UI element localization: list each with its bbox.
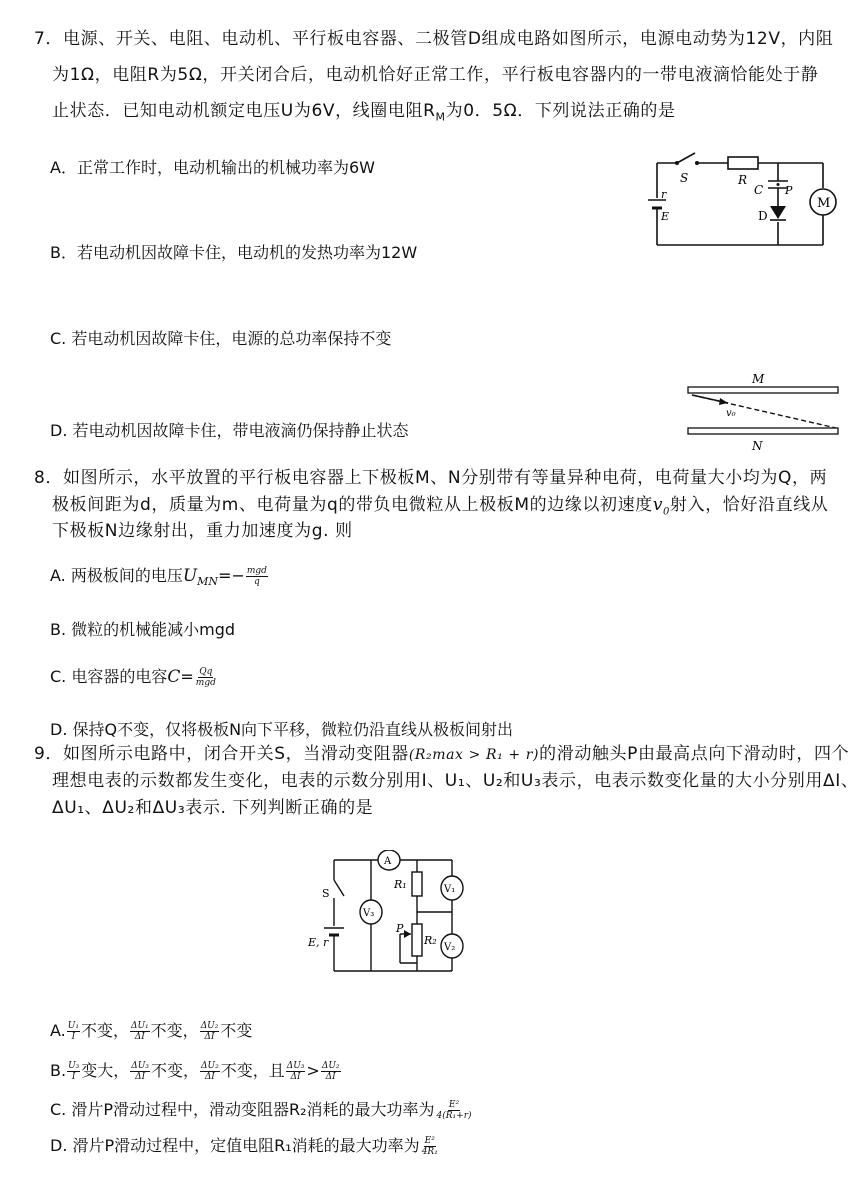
q9-slider-arrow-icon — [404, 930, 411, 938]
q7-motor-icon: M — [817, 196, 831, 211]
q8-a-fraction: $\frac{\text{mgd}}{q}$ — [246, 566, 267, 587]
q9-d-text: D. 滑片P滑动过程中，定值电阻R₁消耗的最大功率为 — [50, 1136, 420, 1155]
q7-stem-line2: 为1Ω，电阻R为5Ω，开关闭合后，电动机恰好正常工作，平行板电容器内的一带电液滴恰能处于静 — [52, 65, 819, 85]
q8-velocity-arrow-icon — [719, 398, 728, 405]
q8-stem-line3: 下极板N边缘射出，重力加速度为g. 则 — [52, 521, 353, 541]
q7-switch-contact — [675, 161, 679, 165]
q9-label-p: P — [396, 922, 404, 935]
q7-label-p: P — [785, 184, 793, 197]
q9-b-frac4: $\frac{\text{ΔU₃}}{\Delta I}$ — [286, 1061, 305, 1082]
q8-c-var: C — [167, 667, 181, 687]
q9-label-s: S — [322, 887, 330, 900]
q9-d-fraction: $\frac{\text{E²}}{\text{4R₁}}$ — [421, 1136, 438, 1157]
q9-line1-end: 的滑动触头P由最高点向下滑动时，四个 — [539, 744, 850, 764]
q8-c-eq: = — [180, 667, 194, 686]
q8-v0: v — [652, 495, 664, 515]
q8-plate-m — [688, 387, 838, 393]
q9-option-c[interactable] — [50, 1097, 474, 1121]
q9-condition: (R₂max > R₁ + r) — [408, 747, 540, 763]
q8-label-n: N — [752, 439, 763, 453]
q7-line3-text: 止状态．已知电动机额定电压U为6V，线圈电阻R — [52, 101, 436, 121]
q9-b-t3: 不变，且 — [220, 1061, 285, 1080]
q8-plates-diagram — [686, 372, 841, 457]
q7-option-b[interactable]: B．若电动机因故障卡住，电动机的发热功率为12W — [50, 243, 418, 262]
q8-label-v0: v₀ — [726, 408, 736, 419]
q7-line3-end: 为0．5Ω．下列说法正确的是 — [445, 101, 676, 121]
q9-b-t2: 不变， — [150, 1061, 199, 1080]
q8-c-text: C. 电容器的电容 — [50, 667, 168, 686]
q8-label-m: M — [752, 372, 765, 386]
q8-option-c[interactable] — [50, 664, 218, 688]
q7-droplet — [777, 183, 780, 186]
q8-a-sub: MN — [197, 575, 219, 589]
q9-a-t2: 不变， — [150, 1021, 199, 1040]
q7-option-c[interactable]: C. 若电动机因故障卡住，电源的总功率保持不变 — [50, 329, 392, 348]
q9-b-frac5: $\frac{\text{ΔU₂}}{\Delta I}$ — [321, 1061, 340, 1082]
q8-option-b[interactable]: B. 微粒的机械能减小mgd — [50, 620, 236, 639]
q7-circuit-diagram — [640, 148, 840, 253]
q9-a-label: A. — [50, 1021, 66, 1040]
q9-voltmeter-v2-icon: V₂ — [444, 942, 456, 953]
q9-circuit-diagram — [304, 850, 472, 978]
q8-option-a[interactable] — [50, 563, 269, 588]
q7-label-r: R — [738, 173, 748, 187]
q9-b-frac3: $\frac{\text{ΔU₂}}{\Delta I}$ — [201, 1061, 219, 1082]
q9-stem-line2: 理想电表的示数都发生变化，电表的示数分别用I、U₁、U₂和U₃表示，电表示数变化量的大小分别用ΔI、 — [52, 771, 859, 791]
q9-a-frac1: $\frac{\text{U₁}}{I}$ — [67, 1021, 79, 1042]
q9-a-frac3: $\frac{\text{ΔU₂}}{\Delta I}$ — [200, 1021, 219, 1042]
q7-label-d: D — [758, 209, 768, 223]
q9-label-r1: R₁ — [394, 878, 407, 891]
q9-stem-line3: ΔU₁、ΔU₂和ΔU₃表示. 下列判断正确的是 — [52, 798, 374, 818]
q8-a-eq: =− — [218, 566, 245, 585]
q9-a-t1: 不变， — [80, 1021, 129, 1040]
q9-c-fraction: $\frac{\text{E²}}{\text{4(R₁+r)}}$ — [436, 1100, 472, 1121]
q8-plate-n — [688, 428, 838, 434]
q7-label-c: C — [754, 183, 764, 197]
q7-option-a[interactable]: A．正常工作时，电动机输出的机械功率为6W — [50, 158, 375, 177]
q7-diode-icon — [770, 206, 786, 219]
q9-b-gt: > — [306, 1061, 320, 1080]
q9-voltmeter-v3-icon: V₃ — [363, 908, 375, 919]
q8-line2-text: 极板间距为d，质量为m、电荷量为q的带负电微粒从上极板M的边缘以初速度 — [52, 495, 653, 515]
q8-stem-line1: 8．如图所示，水平放置的平行板电容器上下极板M、N分别带有等量异种电荷，电荷量大小均为Q，两 — [34, 468, 828, 488]
q9-option-d[interactable] — [50, 1133, 440, 1157]
q8-v0-sub: 0 — [663, 506, 670, 518]
q7-switch-contact — [695, 161, 699, 165]
q9-option-a[interactable] — [50, 1018, 252, 1042]
q9-a-t3: 不变 — [220, 1021, 253, 1040]
q9-b-label: B. — [50, 1061, 67, 1080]
q9-line1-text: 9．如图所示电路中，闭合开关S，当滑动变阻器 — [34, 744, 409, 764]
q7-rm-sub: M — [435, 110, 446, 124]
q7-label-r-internal: r — [661, 188, 667, 201]
q9-b-frac2: $\frac{\text{ΔU₃}}{\Delta I}$ — [131, 1061, 149, 1082]
q7-option-d[interactable]: D. 若电动机因故障卡住，带电液滴仍保持静止状态 — [50, 421, 409, 440]
q9-b-frac1: $\frac{\text{U₃}}{I}$ — [68, 1061, 80, 1082]
q9-c-text: C. 滑片P滑动过程中，滑动变阻器R₂消耗的最大功率为 — [50, 1100, 435, 1119]
q7-label-e: E — [661, 210, 670, 223]
q8-c-fraction: $\frac{Qq}{\text{mgd}}$ — [195, 667, 216, 688]
q9-ammeter-icon: A — [384, 856, 392, 867]
q9-voltmeter-v1-icon: V₁ — [444, 884, 456, 895]
q9-b-t1: 变大， — [81, 1061, 130, 1080]
q9-label-r2: R₂ — [424, 934, 437, 947]
q9-option-b[interactable] — [50, 1058, 342, 1082]
q9-a-frac2: $\frac{\text{ΔU₁}}{\Delta I}$ — [130, 1021, 149, 1042]
q7-stem-line1: 7．电源、开关、电阻、电动机、平行板电容器、二极管D组成电路如图所示，电源电动势为12V，内阻 — [34, 29, 834, 49]
q8-option-d[interactable]: D. 保持Q不变，仅将极板N向下平移，微粒仍沿直线从极板间射出 — [50, 720, 514, 739]
q7-stem-line3 — [52, 94, 676, 134]
q7-label-s: S — [680, 171, 689, 185]
q8-a-u: U — [182, 566, 198, 586]
q9-label-er: E, r — [308, 936, 329, 949]
q8-a-text: A. 两极板间的电压 — [50, 566, 183, 585]
q8-line2-end: 射入，恰好沿直线从 — [670, 495, 829, 515]
